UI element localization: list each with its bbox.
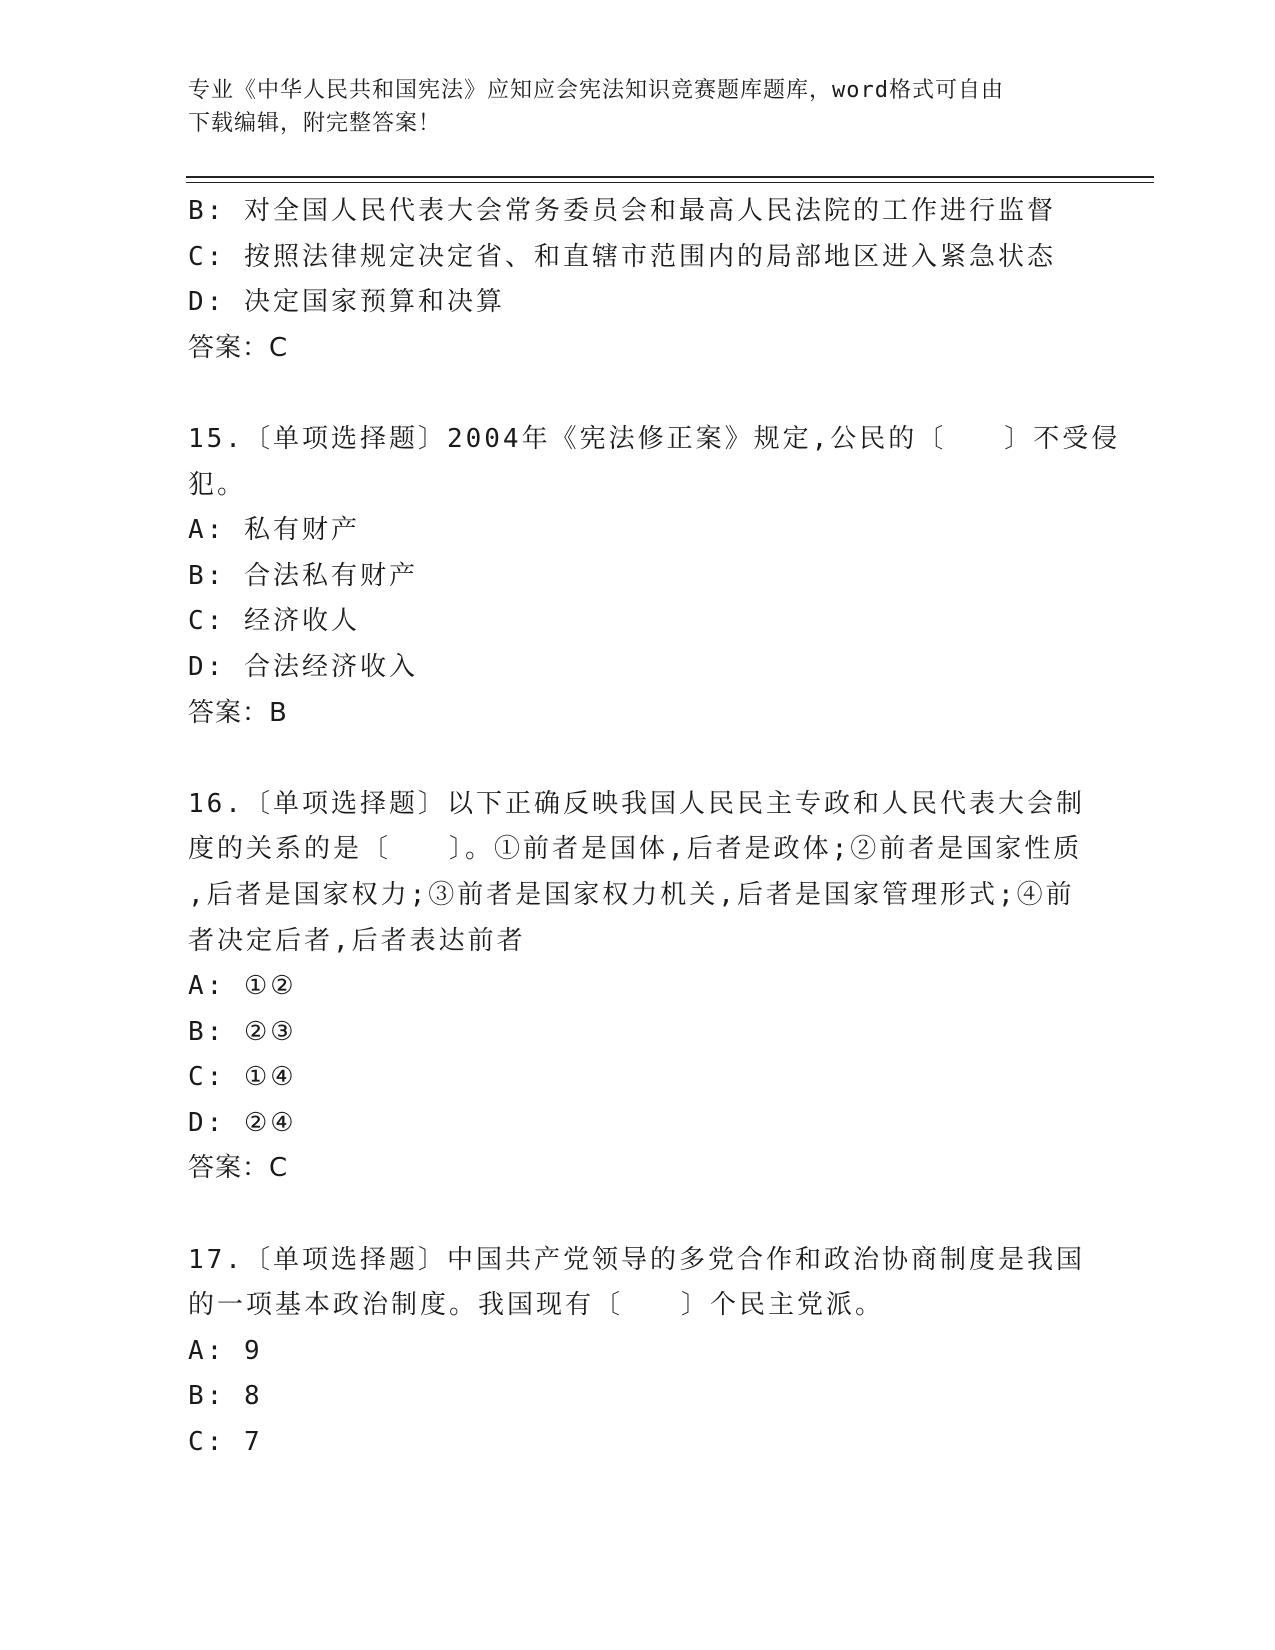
option-a: A: 9	[188, 1335, 263, 1366]
option-b: B: 8	[188, 1381, 263, 1412]
question-15	[188, 417, 1121, 736]
header-divider-thick	[186, 176, 1154, 178]
option-a: A: 私有财产	[188, 515, 360, 546]
option-b: B: 对全国人民代表大会常务委员会和最高人民法院的工作进行监督	[188, 196, 1056, 226]
question-14-tail	[188, 189, 1088, 371]
option-d: D: 合法经济收入	[188, 651, 418, 682]
spacer	[188, 736, 1088, 782]
answer: 答案：C	[188, 332, 289, 363]
document-body	[188, 189, 1121, 1466]
spacer	[188, 371, 1088, 417]
question-text-line: 度的关系的是〔 〕。①前者是国体,后者是政体;②前者是国家性质	[188, 834, 1083, 865]
option-c: C: ①④	[188, 1062, 297, 1093]
question-text-line: ,后者是国家权力;③前者是国家权力机关,后者是国家管理形式;④前	[188, 879, 1075, 910]
option-b: B: 合法私有财产	[188, 560, 418, 591]
question-17	[188, 1238, 1088, 1466]
question-text-line: 犯。	[188, 469, 247, 500]
question-16	[188, 782, 1088, 1192]
option-d: D: ②④	[188, 1107, 297, 1138]
spacer	[188, 1192, 1088, 1238]
option-c: C: 按照法律规定决定省、和直辖市范围内的局部地区进入紧急状态	[188, 241, 1056, 272]
option-c: C: 经济收人	[188, 606, 360, 637]
header-line: 专业《中华人民共和国宪法》应知应会宪法知识竞赛题库题库，word格式可自由	[188, 78, 1004, 103]
option-d: D: 决定国家预算和决算	[188, 287, 505, 318]
option-b: B: ②③	[188, 1016, 297, 1047]
header-divider-thin	[186, 182, 1154, 183]
answer: 答案：B	[188, 697, 288, 728]
question-text-line: 者决定后者,后者表达前者	[188, 925, 526, 956]
document-header	[188, 74, 1068, 140]
option-a: A: ①②	[188, 971, 297, 1002]
option-c: C: 7	[188, 1427, 263, 1458]
question-text-line: 的一项基本政治制度。我国现有〔 〕个民主党派。	[188, 1290, 885, 1321]
header-line: 下载编辑，附完整答案！	[188, 111, 442, 136]
question-text-line: 16.〔单项选择题〕以下正确反映我国人民民主专政和人民代表大会制	[188, 788, 1085, 819]
question-text-line: 15.〔单项选择题〕2004年《宪法修正案》规定,公民的〔 〕不受侵	[188, 423, 1121, 454]
question-text-line: 17.〔单项选择题〕中国共产党领导的多党合作和政治协商制度是我国	[188, 1244, 1085, 1275]
answer: 答案：C	[188, 1153, 289, 1184]
